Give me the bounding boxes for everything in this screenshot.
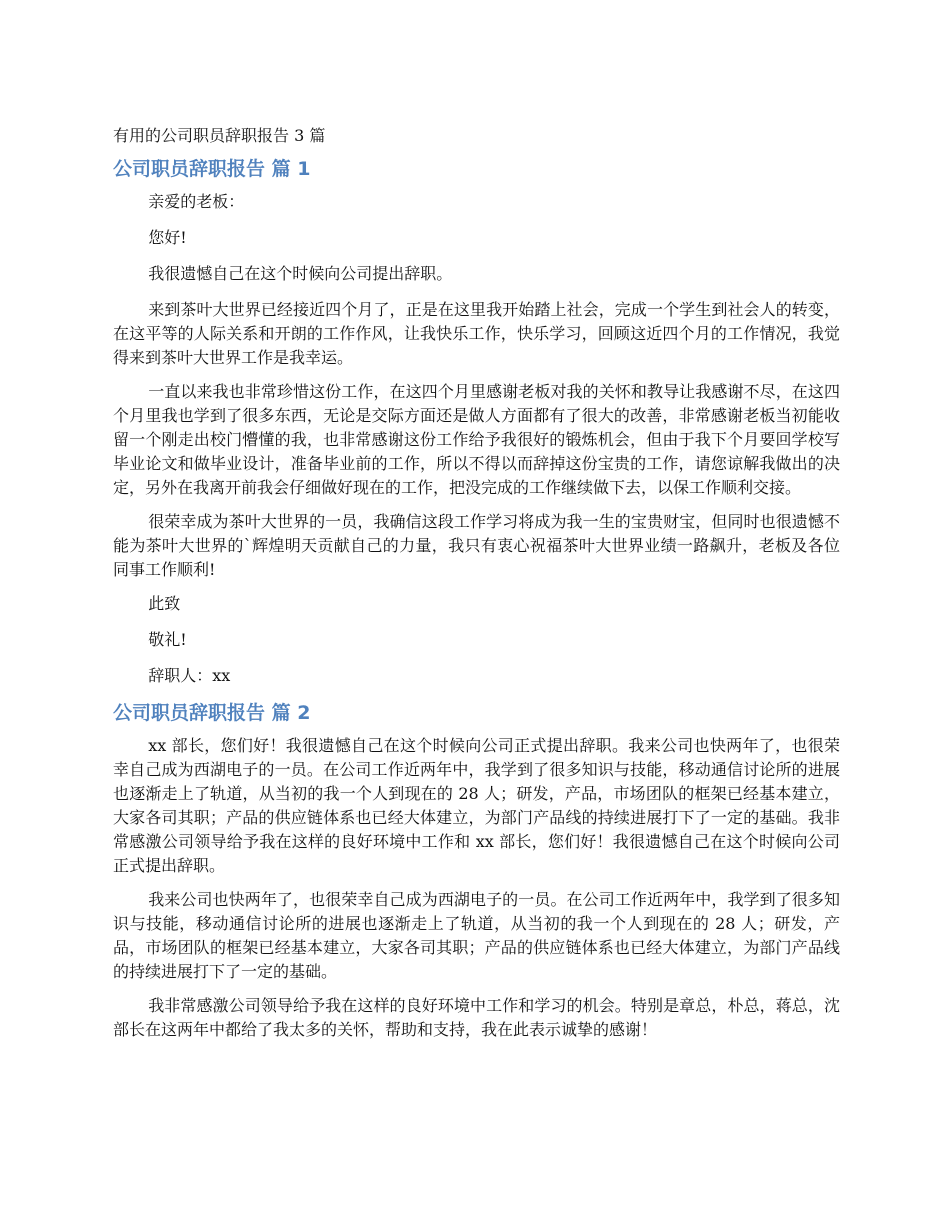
greeting: 您好! <box>148 228 187 247</box>
section-heading-2: 公司职员辞职报告 篇 2 <box>113 702 311 724</box>
closing-line: 此致 <box>148 594 181 613</box>
body-paragraph: 很荣幸成为茶叶大世界的一员，我确信这段工作学习将成为我一生的宝贵财宝，但同时也很遗憾不能为茶叶大世界的`辉煌明天贡献自己的力量，我只有衷心祝福茶叶大世界业绩一路飙升，老板及各位同事工作顺利! <box>113 512 840 579</box>
document-page <box>113 124 840 1052</box>
closing-regards: 敬礼! <box>148 630 187 649</box>
body-paragraph: 一直以来我也非常珍惜这份工作，在这四个月里感谢老板对我的关怀和教导让我感谢不尽，在这四个月里我也学到了很多东西，无论是交际方面还是做人方面都有了很大的改善，非常感谢老板当初能收留一个刚走出校门懵懂的我，也非常感谢这份工作给予我很好的锻炼机会，但由于我下个月要回学校写毕业论文和做毕业设计，准备毕业前的工作，所以不得以而辞掉这份宝贵的工作，请您谅解我做出的决定，另外在我离开前我会仔细做好现在的工作，把没完成的工作继续做下去，以保工作顺利交接。 <box>113 382 840 497</box>
body-paragraph: 我非常感激公司领导给予我在这样的良好环境中工作和学习的机会。特别是章总，朴总，蒋总，沈部长在这两年中都给了我太多的关怀，帮助和支持，我在此表示诚挚的感谢！ <box>113 996 840 1039</box>
document-title: 有用的公司职员辞职报告 3 篇 <box>113 126 326 145</box>
signature-line: 辞职人：xx <box>148 666 231 685</box>
body-paragraph: xx 部长，您们好！我很遗憾自己在这个时候向公司正式提出辞职。我来公司也快两年了，也很荣幸自己成为西湖电子的一员。在公司工作近两年中，我学到了很多知识与技能，移动通信讨论所的进展也逐渐走上了轨道，从当初的我一个人到现在的 28 人；研发，产品，市场团队的框架已经基本建立，大家各司其职；产品的供应链体系也已经大体建立，为部门产品线的持续进展打下了一定的基础。我非常感激公司领导给予我在这样的良好环境中工作和 xx 部长，您们好！我很遗憾自己在这个时候向公司正式提出辞职。 <box>113 736 840 875</box>
body-paragraph: 我很遗憾自己在这个时候向公司提出辞职。 <box>148 264 453 283</box>
body-paragraph: 来到茶叶大世界已经接近四个月了，正是在这里我开始踏上社会，完成一个学生到社会人的转变，在这平等的人际关系和开朗的工作作风，让我快乐工作，快乐学习，回顾这近四个月的工作情况，我觉得来到茶叶大世界工作是我幸运。 <box>113 300 840 367</box>
body-paragraph: 我来公司也快两年了，也很荣幸自己成为西湖电子的一员。在公司工作近两年中，我学到了很多知识与技能，移动通信讨论所的进展也逐渐走上了轨道，从当初的我一个人到现在的 28 人；研发，产品，市场团队的框架已经基本建立，大家各司其职；产品的供应链体系也已经大体建立，为部门产品线的持续进展打下了一定的基础。 <box>113 890 840 981</box>
section-heading-1: 公司职员辞职报告 篇 1 <box>113 158 311 180</box>
salutation: 亲爱的老板： <box>148 192 245 211</box>
